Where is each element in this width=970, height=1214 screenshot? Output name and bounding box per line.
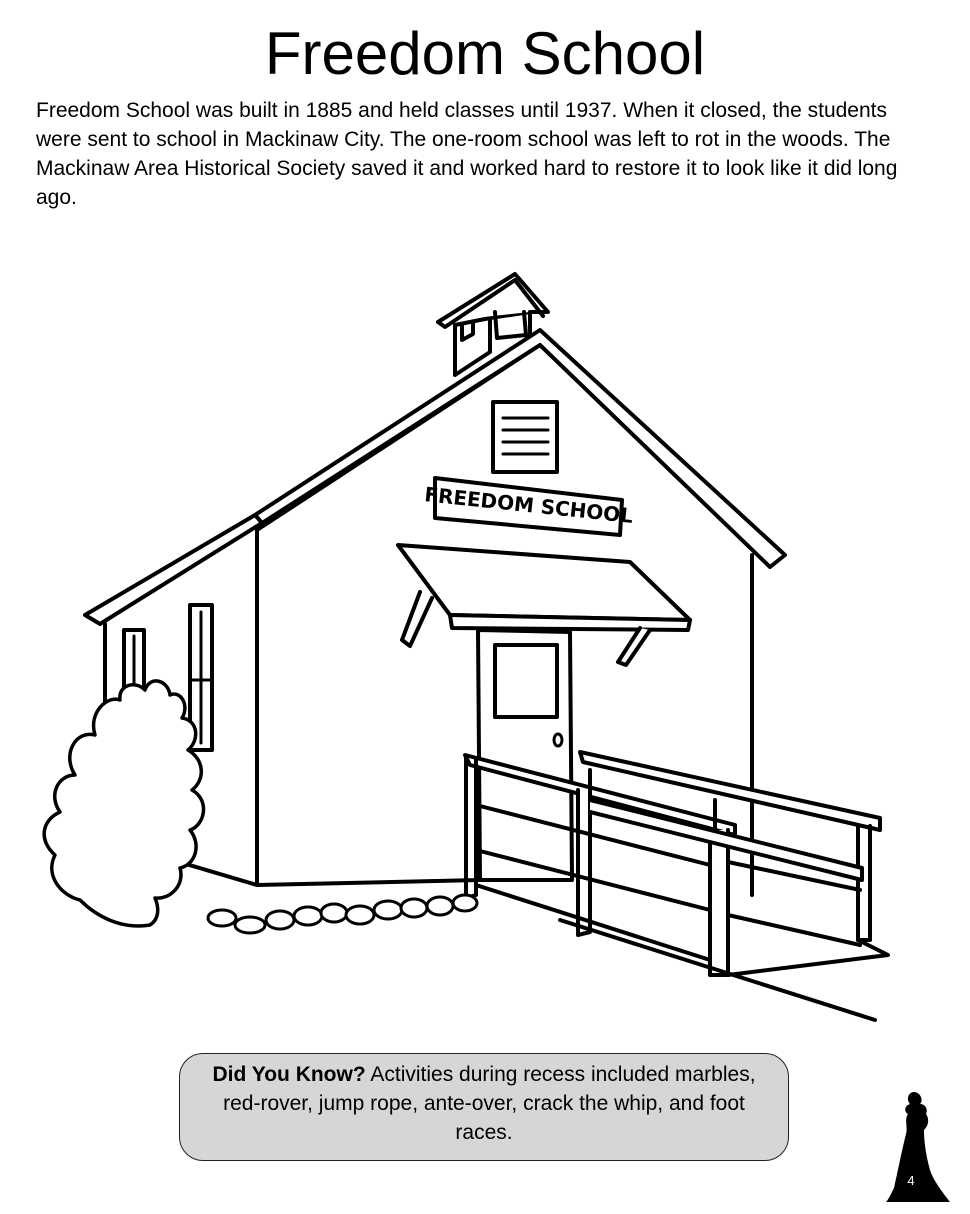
sign-text: FREEDOM SCHOOL xyxy=(423,482,635,528)
did-you-know-box xyxy=(179,1053,789,1161)
page-number: 4 xyxy=(907,1173,915,1188)
schoolhouse-illustration xyxy=(0,230,970,1050)
did-you-know-label: Did You Know? xyxy=(212,1063,366,1086)
did-you-know-text: Activities during recess included marbles, red-rover, jump rope, ante-over, crack the whip, and foot races. xyxy=(223,1063,756,1144)
page-title: Freedom School xyxy=(264,20,706,87)
intro-paragraph: Freedom School was built in 1885 and held classes until 1937. When it closed, the students were sent to school in Mackinaw City. The one-room school was left to rot in the woods. The Mackinaw Area Historical Society saved it and worked hard to restore it to look like it did long ago. xyxy=(36,99,898,209)
